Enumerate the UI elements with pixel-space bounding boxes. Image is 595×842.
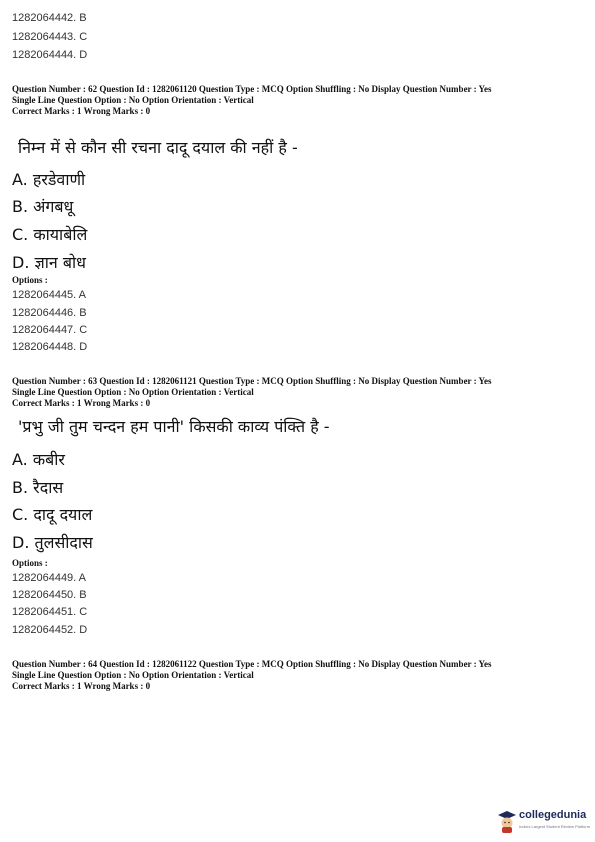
question-63-text: 'प्रभु जी तुम चन्दन हम पानी' किसकी काव्य पंक्ति है -	[18, 417, 330, 436]
question-marks: Correct Marks : 1 Wrong Marks : 0	[12, 398, 151, 408]
option-line: 1282064446. B	[12, 307, 87, 319]
collegedunia-logo	[497, 806, 593, 836]
choice-d: D. तुलसीदास	[12, 533, 93, 552]
question-62-meta	[12, 84, 575, 117]
question-meta-line: Question Number : 64 Question Id : 1282061122 Question Type : MCQ Option Shuffling : No Display Question Number : Yes	[12, 659, 492, 669]
option-line: 1282064447. C	[12, 324, 88, 336]
logo-tagline: India's Largest Student Review Platform	[519, 824, 591, 829]
option-line: 1282064444. D	[12, 49, 88, 61]
choice-c: C. दादू दयाल	[12, 505, 93, 524]
option-line: 1282064452. D	[12, 624, 88, 636]
graduate-mascot-icon	[497, 808, 517, 834]
question-64-meta	[12, 659, 575, 692]
option-line: 1282064449. A	[12, 572, 87, 584]
option-line: 1282064443. C	[12, 31, 88, 43]
option-line: 1282064442. B	[12, 12, 87, 24]
option-line: 1282064448. D	[12, 341, 88, 353]
choice-a: A. कबीर	[12, 450, 65, 469]
question-meta-line: Single Line Question Option : No Option Orientation : Vertical	[12, 95, 254, 105]
question-63-meta	[12, 376, 575, 409]
choice-b: B. रैदास	[12, 478, 64, 497]
choice-b: B. अंगबधू	[12, 197, 74, 216]
question-62-text: निम्न में से कौन सी रचना दादू दयाल की नहीं है -	[18, 138, 298, 157]
question-meta-line: Single Line Question Option : No Option Orientation : Vertical	[12, 670, 254, 680]
option-line: 1282064445. A	[12, 289, 87, 301]
question-meta-line: Question Number : 63 Question Id : 1282061121 Question Type : MCQ Option Shuffling : No Display Question Number : Yes	[12, 376, 492, 386]
option-line: 1282064451. C	[12, 606, 88, 618]
question-meta-line: Single Line Question Option : No Option Orientation : Vertical	[12, 387, 254, 397]
option-line: 1282064450. B	[12, 589, 87, 601]
choice-d: D. ज्ञान बोध	[12, 253, 86, 272]
question-meta-line: Question Number : 62 Question Id : 1282061120 Question Type : MCQ Option Shuffling : No Display Question Number : Yes	[12, 84, 492, 94]
question-marks: Correct Marks : 1 Wrong Marks : 0	[12, 681, 151, 691]
choice-a: A. हरडेवाणी	[12, 170, 86, 189]
options-label: Options :	[12, 558, 48, 568]
logo-name: collegedunia	[519, 809, 587, 821]
question-marks: Correct Marks : 1 Wrong Marks : 0	[12, 106, 151, 116]
choice-c: C. कायाबेलि	[12, 225, 88, 244]
options-label: Options :	[12, 275, 48, 285]
